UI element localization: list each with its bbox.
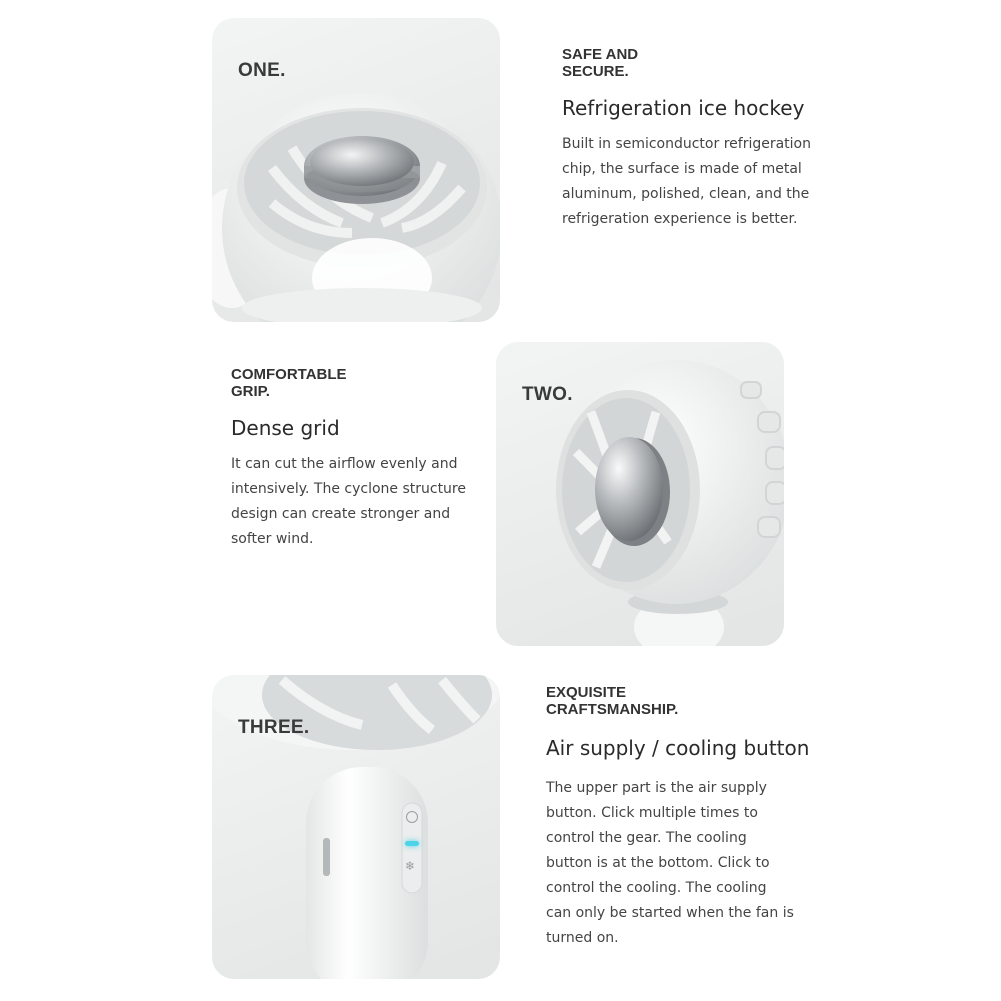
feature-body bbox=[562, 132, 842, 232]
body-line: intensively. The cyclone structure bbox=[231, 481, 466, 497]
feature-heading: Refrigeration ice hockey bbox=[562, 96, 805, 120]
product-image-one bbox=[212, 18, 500, 322]
kicker-line: CRAFTSMANSHIP. bbox=[546, 701, 679, 718]
indicator-light bbox=[405, 841, 419, 846]
body-line: control the gear. The cooling bbox=[546, 830, 747, 846]
kicker-line: SECURE. bbox=[562, 63, 629, 80]
feature-heading: Dense grid bbox=[231, 416, 340, 440]
feature-body bbox=[546, 776, 836, 951]
body-line: The upper part is the air supply bbox=[546, 780, 767, 796]
feature-body bbox=[231, 452, 491, 552]
body-line: softer wind. bbox=[231, 531, 314, 547]
product-image-two bbox=[496, 342, 784, 646]
feature-heading: Air supply / cooling button bbox=[546, 736, 810, 760]
feature-kicker bbox=[562, 46, 842, 80]
kicker-line: SAFE AND bbox=[562, 46, 639, 63]
product-image-three bbox=[212, 675, 500, 979]
panel-tag: ONE. bbox=[238, 60, 286, 81]
body-line: button is at the bottom. Click to bbox=[546, 855, 770, 871]
feature-block-safe bbox=[562, 46, 842, 232]
panel-tag: THREE. bbox=[238, 717, 310, 738]
feature-kicker bbox=[546, 684, 836, 718]
body-line: control the cooling. The cooling bbox=[546, 880, 767, 896]
kicker-line: COMFORTABLE bbox=[231, 366, 347, 383]
snowflake-icon: ❄ bbox=[405, 859, 416, 873]
power-icon bbox=[406, 811, 418, 823]
body-line: turned on. bbox=[546, 930, 619, 946]
body-line: refrigeration experience is better. bbox=[562, 211, 798, 227]
body-line: button. Click multiple times to bbox=[546, 805, 758, 821]
panel-tag: TWO. bbox=[522, 384, 573, 405]
body-line: It can cut the airflow evenly and bbox=[231, 456, 458, 472]
kicker-line: GRIP. bbox=[231, 383, 270, 400]
body-line: chip, the surface is made of metal bbox=[562, 161, 802, 177]
feature-block-grip bbox=[231, 366, 491, 552]
kicker-line: EXQUISITE bbox=[546, 684, 627, 701]
body-line: aluminum, polished, clean, and the bbox=[562, 186, 810, 202]
feature-block-craftsmanship bbox=[546, 684, 836, 951]
body-line: can only be started when the fan is bbox=[546, 905, 794, 921]
body-line: Built in semiconductor refrigeration bbox=[562, 136, 811, 152]
feature-kicker bbox=[231, 366, 491, 400]
body-line: design can create stronger and bbox=[231, 506, 451, 522]
